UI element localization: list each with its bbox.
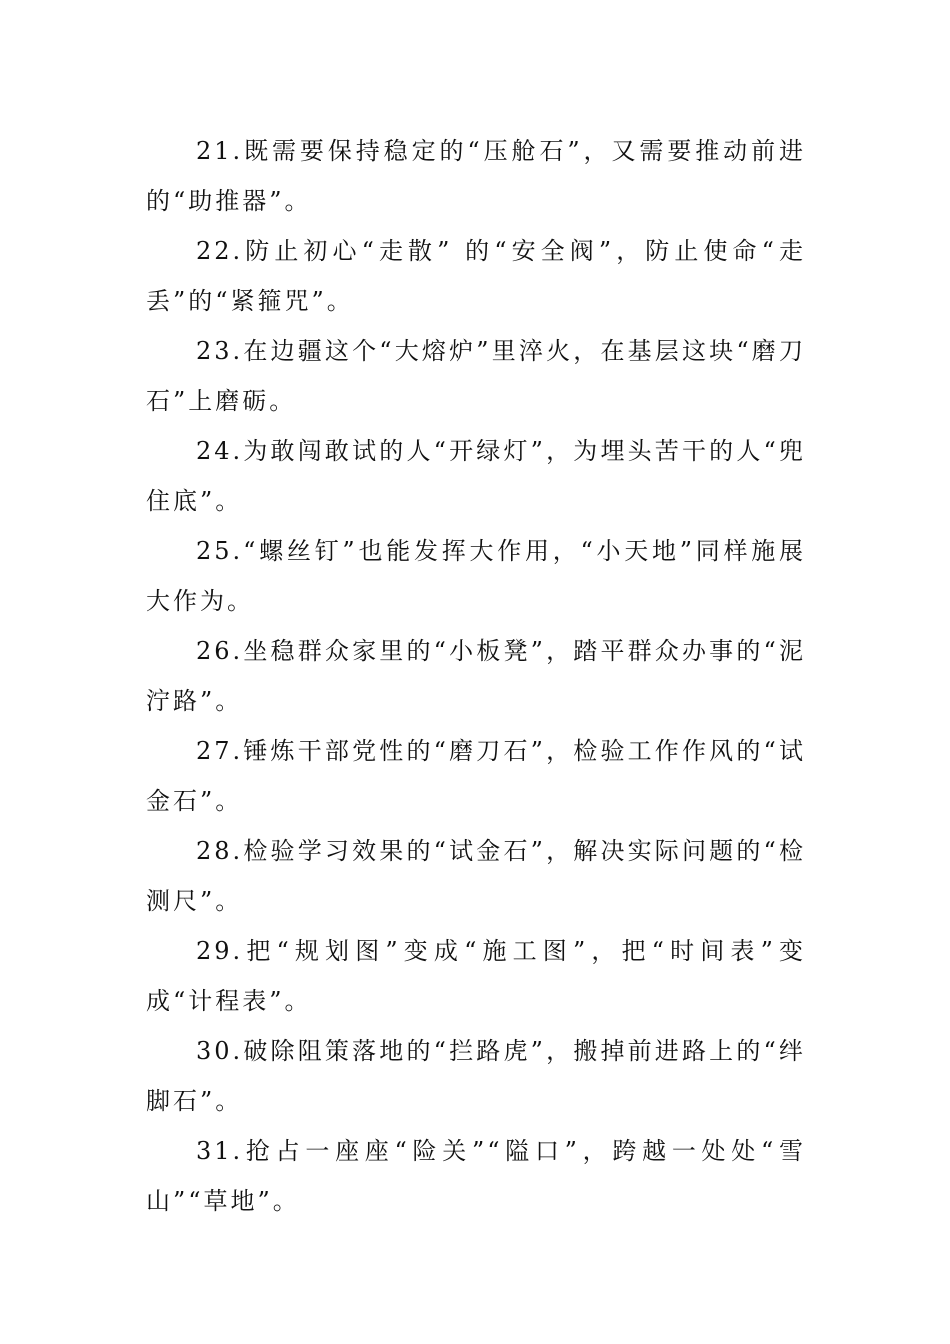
list-item-31: 31.抢占一座座“险关”“隘口”，跨越一处处“雪山”“草地”。	[146, 1137, 806, 1215]
list-item-29: 29.把“规划图”变成“施工图”，把“时间表”变成“计程表”。	[146, 937, 806, 1015]
list-item-26: 26.坐稳群众家里的“小板凳”，踏平群众办事的“泥泞路”。	[146, 637, 806, 715]
list-item-22: 22.防止初心“走散” 的“安全阀”，防止使命“走丢”的“紧箍咒”。	[146, 237, 806, 315]
list-item-27: 27.锤炼干部党性的“磨刀石”，检验工作作风的“试金石”。	[146, 737, 806, 815]
document-body	[146, 126, 806, 1226]
list-item-30: 30.破除阻策落地的“拦路虎”，搬掉前进路上的“绊脚石”。	[146, 1037, 806, 1115]
list-item-23: 23.在边疆这个“大熔炉”里淬火，在基层这块“磨刀石”上磨砺。	[146, 337, 806, 415]
list-item-28: 28.检验学习效果的“试金石”，解决实际问题的“检测尺”。	[146, 837, 806, 915]
list-item-21: 21.既需要保持稳定的“压舱石”，又需要推动前进的“助推器”。	[146, 137, 806, 215]
list-item-25: 25.“螺丝钉”也能发挥大作用，“小天地”同样施展大作为。	[146, 537, 806, 615]
list-item-24: 24.为敢闯敢试的人“开绿灯”，为埋头苦干的人“兜住底”。	[146, 437, 806, 515]
